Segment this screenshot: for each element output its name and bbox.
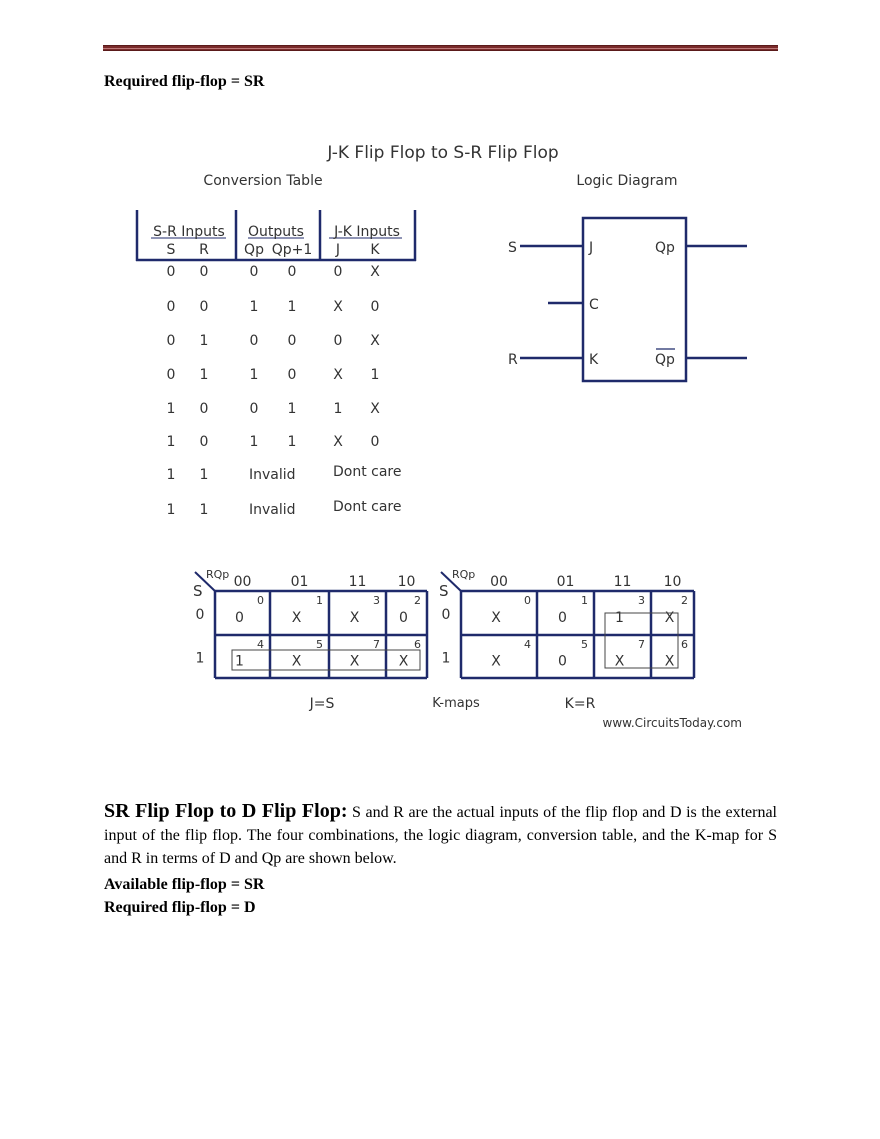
table-cell: Dont care	[333, 464, 402, 480]
table-cell: 1	[370, 367, 380, 383]
table-cell: X	[370, 333, 380, 349]
kmap-row-var: S	[439, 582, 449, 600]
table-cell: 1	[199, 502, 209, 518]
kmap-col-header: 00	[490, 574, 508, 590]
kmap-minterm-index: 0	[257, 594, 264, 607]
available-flipflop-heading: Available flip-flop = SR	[104, 876, 265, 893]
table-cell: 0	[199, 264, 209, 280]
table-cell: 1	[249, 367, 259, 383]
table-cell: 1	[199, 467, 209, 483]
kmap-minterm-index: 1	[316, 594, 323, 607]
table-cell: 0	[166, 299, 176, 315]
kmap-cell-value: 0	[399, 610, 408, 626]
kmap-row-header: 0	[441, 607, 451, 623]
input-s-label: S	[508, 240, 517, 256]
kmap-row-var: S	[193, 582, 203, 600]
required-flipflop-heading: Required flip-flop = SR	[104, 73, 265, 90]
kmap-cell-value: X	[491, 610, 501, 626]
pin-k-label: K	[589, 352, 599, 368]
kmap-minterm-index: 4	[524, 638, 531, 651]
table-cell: 0	[199, 434, 209, 450]
kmap-minterm-index: 7	[638, 638, 645, 651]
table-column-header: R	[199, 242, 209, 258]
output-qbar-label: Qp	[655, 352, 675, 368]
table-cell: 0	[199, 299, 209, 315]
kmap-caption-j: J=S	[309, 696, 335, 712]
kmap-cell-value: X	[491, 653, 501, 670]
kmap-col-header: 10	[397, 574, 416, 590]
table-cell: 0	[166, 367, 176, 383]
table-cell: 1	[287, 401, 297, 417]
paragraph-body: S and R are the actual inputs of the flip flop and D is the external input of the flip flop. The four combinations, the logic diagram, conversion table, and the K-map for S and R in terms of D and Qp are shown below.	[104, 804, 778, 867]
table-cell: 0	[333, 333, 343, 349]
table-column-header: Qp+1	[271, 242, 313, 258]
kmap-cell-value: X	[291, 653, 302, 670]
kmap-col-header: 10	[663, 574, 682, 590]
output-q-label: Qp	[655, 240, 675, 256]
table-cell: 1	[249, 434, 259, 450]
table-cell: 1	[166, 434, 176, 450]
kmap-cell-value: X	[349, 653, 360, 670]
table-cell: 0	[166, 264, 176, 280]
kmap-cell-value: 1	[235, 653, 244, 670]
table-cell: 1	[166, 401, 176, 417]
kmap-row-header: 1	[195, 650, 205, 667]
pin-c-label: C	[589, 297, 599, 313]
kmap-minterm-index: 7	[373, 638, 380, 651]
table-cell: 0	[333, 264, 343, 280]
kmap-col-header: 11	[348, 574, 367, 590]
table-cell: 0	[287, 333, 297, 349]
table-cell: X	[333, 434, 343, 450]
table-column-header: J	[335, 242, 341, 258]
kmap-cell-value: X	[664, 610, 675, 626]
kmap-cell-value: 0	[235, 610, 244, 626]
table-column-header: K	[370, 242, 380, 258]
conversion-table-label: Conversion Table	[203, 173, 323, 189]
table-cell: X	[370, 401, 380, 417]
kmap-cell-value: X	[614, 653, 625, 670]
kmap-minterm-index: 2	[681, 594, 688, 607]
table-cell: 0	[287, 367, 297, 383]
table-cell: 0	[166, 333, 176, 349]
kmap-row-header: 0	[195, 607, 205, 623]
table-cell: 0	[370, 434, 380, 450]
kmap-cell-value: 0	[558, 653, 567, 670]
kmap-minterm-index: 3	[638, 594, 645, 607]
kmap-minterm-index: 3	[373, 594, 380, 607]
table-cell: Invalid	[249, 502, 296, 518]
table-column-header: S	[166, 242, 176, 258]
kmap-minterm-index: 5	[581, 638, 588, 651]
table-cell: 1	[199, 333, 209, 349]
table-cell: 1	[287, 434, 297, 450]
table-cell: 1	[166, 502, 176, 518]
table-group-header: J-K Inputs	[334, 224, 400, 240]
sr-to-d-paragraph	[104, 800, 777, 870]
table-cell: 0	[249, 264, 259, 280]
kmap-k	[439, 568, 694, 678]
kmap-group-loop	[232, 650, 420, 670]
kmap-cell-value: 1	[615, 610, 624, 626]
figure-title: J-K Flip Flop to S-R Flip Flop	[327, 143, 559, 163]
kmap-minterm-index: 4	[257, 638, 264, 651]
kmap-minterm-index: 6	[414, 638, 421, 651]
table-cell: 1	[287, 299, 297, 315]
logic-diagram	[520, 218, 747, 381]
kmap-cell-value: X	[398, 653, 409, 670]
table-cell: 0	[249, 333, 259, 349]
input-r-label: R	[508, 352, 518, 368]
kmap-col-header: 01	[290, 574, 309, 590]
table-group-header: S-R Inputs	[153, 224, 225, 240]
kmap-cell-value: X	[664, 653, 675, 670]
kmaps-label: K-maps	[432, 696, 480, 711]
kmap-row-header: 1	[441, 650, 451, 667]
watermark: www.CircuitsToday.com	[602, 716, 742, 730]
kmap-col-header: 11	[613, 574, 632, 590]
table-cell: 0	[370, 299, 380, 315]
table-cell: 1	[199, 367, 209, 383]
table-cell: X	[333, 367, 343, 383]
kmap-cell-value: X	[291, 610, 302, 626]
kmap-minterm-index: 6	[681, 638, 688, 651]
table-cell: 1	[166, 467, 176, 483]
table-cell: 1	[333, 401, 343, 417]
kmap-minterm-index: 2	[414, 594, 421, 607]
table-cell: X	[333, 299, 343, 315]
required-flipflop-d-heading: Required flip-flop = D	[104, 899, 256, 916]
kmap-j	[193, 568, 427, 678]
kmap-caption-k: K=R	[564, 696, 596, 712]
table-cell: 0	[249, 401, 259, 417]
kmap-minterm-index: 0	[524, 594, 531, 607]
pin-j-label: J	[589, 240, 594, 256]
kmap-col-header: 00	[233, 574, 252, 590]
table-cell: 1	[249, 299, 259, 315]
table-cell: Invalid	[249, 467, 296, 483]
kmap-col-header: 01	[556, 574, 575, 590]
kmap-cell-value: 0	[558, 610, 567, 626]
kmap-minterm-index: 1	[581, 594, 588, 607]
table-cell: 0	[287, 264, 297, 280]
table-cell: X	[370, 264, 380, 280]
kmap-col-var: RQp	[452, 568, 476, 581]
table-cell: 0	[199, 401, 209, 417]
kmap-col-var: RQp	[206, 568, 230, 581]
table-group-header: Outputs	[248, 224, 304, 240]
table-column-header: Qp	[244, 242, 264, 258]
table-cell: Dont care	[333, 499, 402, 515]
paragraph-lead: SR Flip Flop to D Flip Flop:	[104, 800, 348, 822]
kmap-minterm-index: 5	[316, 638, 323, 651]
logic-diagram-label: Logic Diagram	[576, 173, 678, 189]
kmap-cell-value: X	[349, 610, 360, 626]
